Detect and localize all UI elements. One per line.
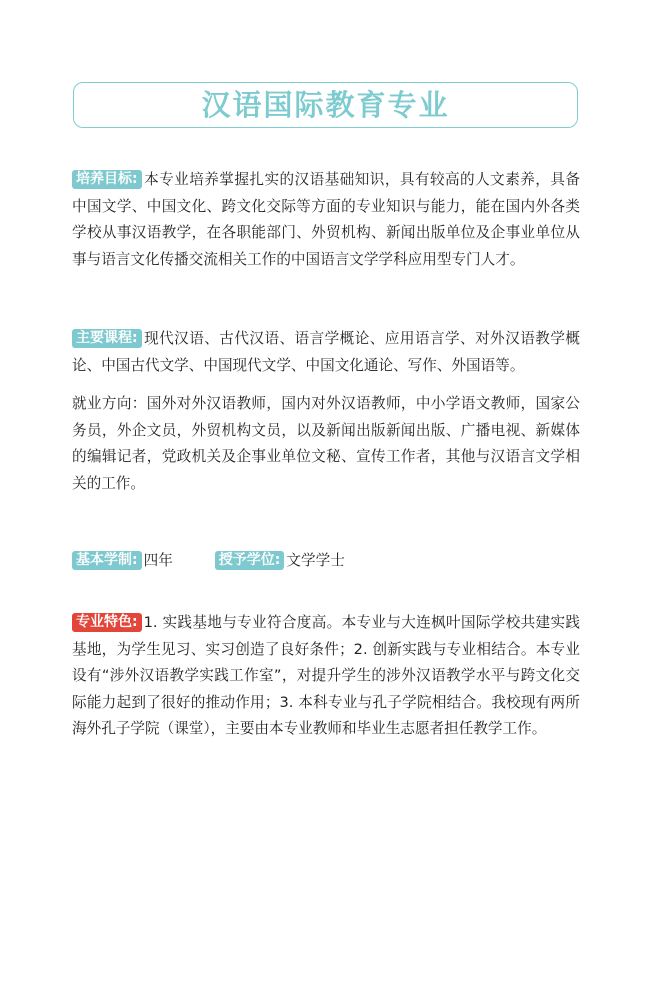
main-courses-text: 现代汉语、古代汉语、语言学概论、应用语言学、对外汉语教学概论、中国古代文学、中国现代文学、中国文化通论、写作、外国语等。 [72,330,580,374]
basic-info-row [72,548,345,574]
employment-text: 就业方向：国外对外汉语教师，国内对外汉语教师，中小学语文教师，国家公务员，外企文员，外贸机构文员，以及新闻出版新闻出版、广播电视、新媒体的编辑记者，党政机关及企事业单位文秘、宣传工作者，其他与汉语言文学相关的工作。 [72,395,580,492]
degree-tag: 授予学位: [215,551,285,570]
duration-tag: 基本学制: [72,551,142,570]
main-courses-section [72,326,580,379]
main-courses-tag: 主要课程: [72,329,142,348]
title-box [73,82,578,128]
training-goal-tag: 培养目标: [72,170,142,189]
features-section [72,610,580,743]
features-tag: 专业特色: [72,613,142,632]
duration-item [72,548,173,574]
page-title: 汉语国际教育专业 [201,87,450,122]
training-goal-text: 本专业培养掌握扎实的汉语基础知识，具有较高的人文素养，具备中国文学、中国文化、跨文化交际等方面的专业知识与能力，能在国内外各类学校从事汉语教学，在各职能部门、外贸机构、新闻出版单位及企事业单位从事与语言文化传播交流相关工作的中国语言文学学科应用型专门人才。 [72,171,580,268]
employment-section [72,391,580,497]
training-goal-section [72,167,580,273]
duration-value: 四年 [143,552,173,569]
features-text: 1. 实践基地与专业符合度高。本专业与大连枫叶国际学校共建实践基地，为学生见习、实习创造了良好条件；2. 创新实践与专业相结合。本专业设有“涉外汉语教学实践工作室”，对提升学生的涉外汉语教学水平与跨文化交际能力起到了很好的推动作用；3. 本科专业与孔子学院相结合。我校现有两所海外孔子学院（课堂），主要由本专业教师和毕业生志愿者担任教学工作。 [72,614,580,737]
degree-item [215,548,345,574]
degree-value: 文学学士 [286,552,345,569]
